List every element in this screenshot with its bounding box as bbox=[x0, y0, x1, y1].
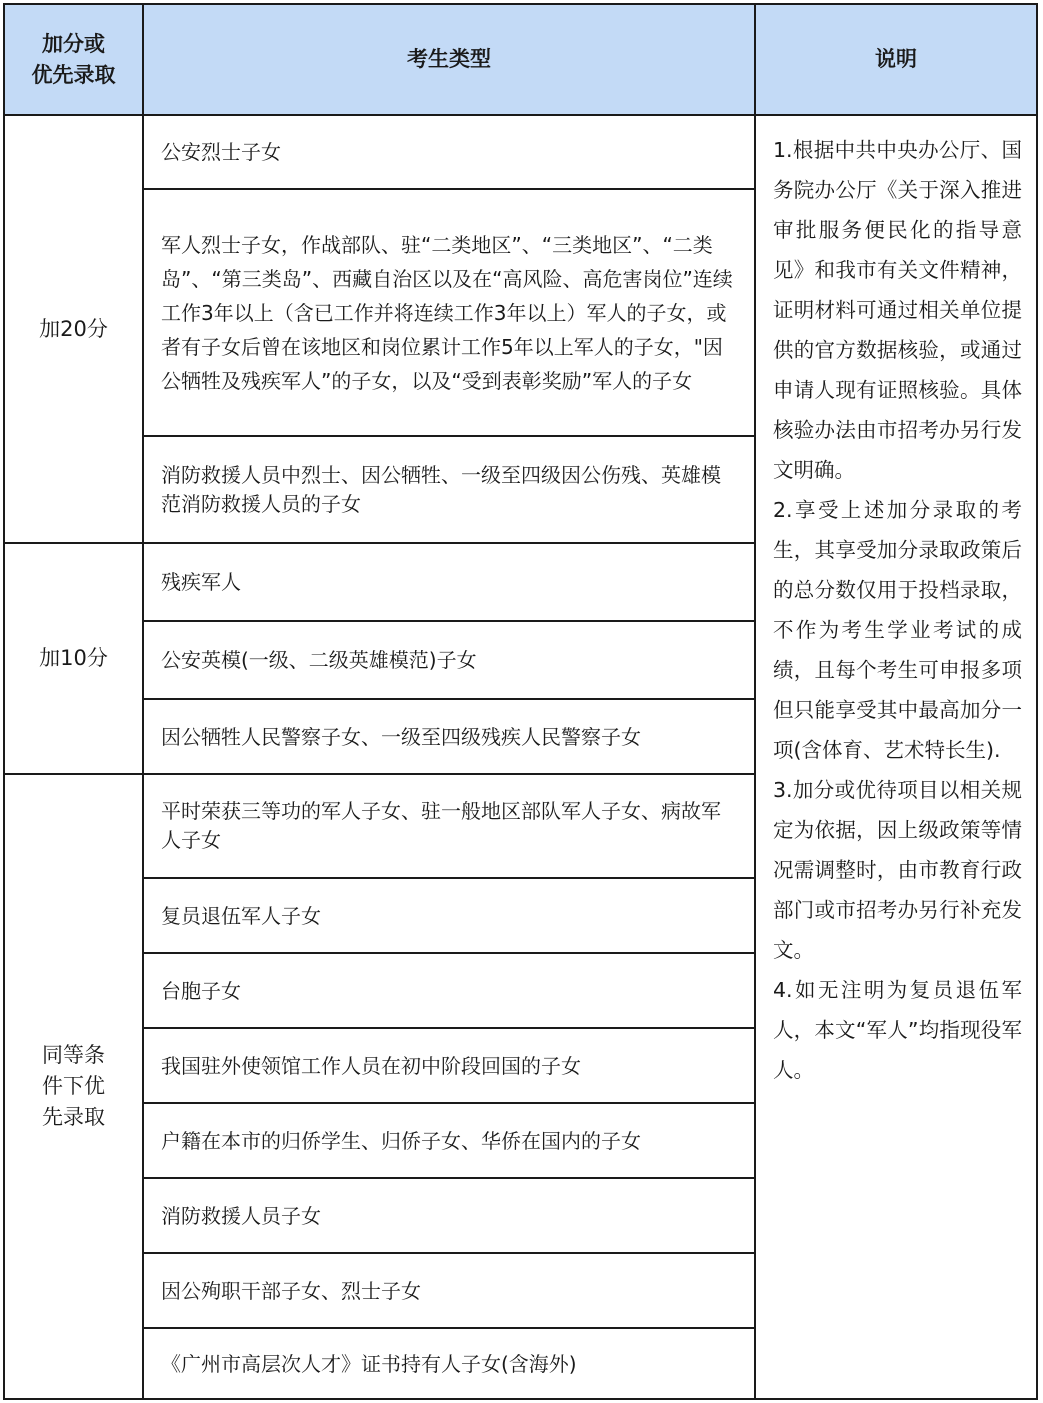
type-cell: 公安英模(一级、二级英雄模范)子女 bbox=[143, 621, 755, 699]
type-cell: 平时荣获三等功的军人子女、驻一般地区部队军人子女、病故军人子女 bbox=[143, 774, 755, 878]
header-type: 考生类型 bbox=[143, 4, 755, 115]
type-cell: 因公牺牲人民警察子女、一级至四级残疾人民警察子女 bbox=[143, 699, 755, 774]
type-cell: 《广州市高层次人才》证书持有人子女(含海外) bbox=[143, 1328, 755, 1399]
type-cell: 我国驻外使领馆工作人员在初中阶段回国的子女 bbox=[143, 1028, 755, 1103]
table-row bbox=[4, 115, 1037, 189]
bonus-points-table bbox=[3, 3, 1038, 1400]
header-row bbox=[4, 4, 1037, 115]
header-notes: 说明 bbox=[755, 4, 1037, 115]
header-category: 加分或 优先录取 bbox=[4, 4, 143, 115]
category-cell-priority: 同等条 件下优 先录取 bbox=[4, 774, 143, 1399]
type-cell: 台胞子女 bbox=[143, 953, 755, 1028]
type-cell: 军人烈士子女，作战部队、驻“二类地区”、“三类地区”、“二类岛”、“第三类岛”、西藏自治区以及在“高风险、高危害岗位”连续工作3年以上（含已工作并将连续工作3年以上）军人的子女，或者有子女后曾在该地区和岗位累计工作5年以上军人的子女，"因公牺牲及残疾军人”的子女，以及“受到表彰奖励”军人的子女 bbox=[143, 189, 755, 436]
notes-cell: 1.根据中共中央办公厅、国务院办公厅《关于深入推进审批服务便民化的指导意见》和我市有关文件精神，证明材料可通过相关单位提供的官方数据核验，或通过申请人现有证照核验。具体核验办法由市招考办另行发文明确。 2.享受上述加分录取的考生，其享受加分录取政策后的总分数仅用于投档录取，不作为考生学业考试的成绩，且每个考生可申报多项但只能享受其中最高加分一项(含体育、艺术特长生). 3.加分或优待项目以相关规定为依据，因上级政策等情况需调整时，由市教育行政部门或市招考办另行补充发文。 4.如无注明为复员退伍军人，本文“军人”均指现役军人。 bbox=[755, 115, 1037, 1399]
type-cell: 消防救援人员中烈士、因公牺牲、一级至四级因公伤残、英雄模范消防救援人员的子女 bbox=[143, 436, 755, 543]
category-cell-10: 加10分 bbox=[4, 543, 143, 774]
type-cell: 消防救援人员子女 bbox=[143, 1178, 755, 1253]
type-cell: 因公殉职干部子女、烈士子女 bbox=[143, 1253, 755, 1328]
type-cell: 残疾军人 bbox=[143, 543, 755, 621]
type-cell: 户籍在本市的归侨学生、归侨子女、华侨在国内的子女 bbox=[143, 1103, 755, 1178]
category-cell-20: 加20分 bbox=[4, 115, 143, 543]
type-cell: 公安烈士子女 bbox=[143, 115, 755, 189]
type-cell: 复员退伍军人子女 bbox=[143, 878, 755, 953]
